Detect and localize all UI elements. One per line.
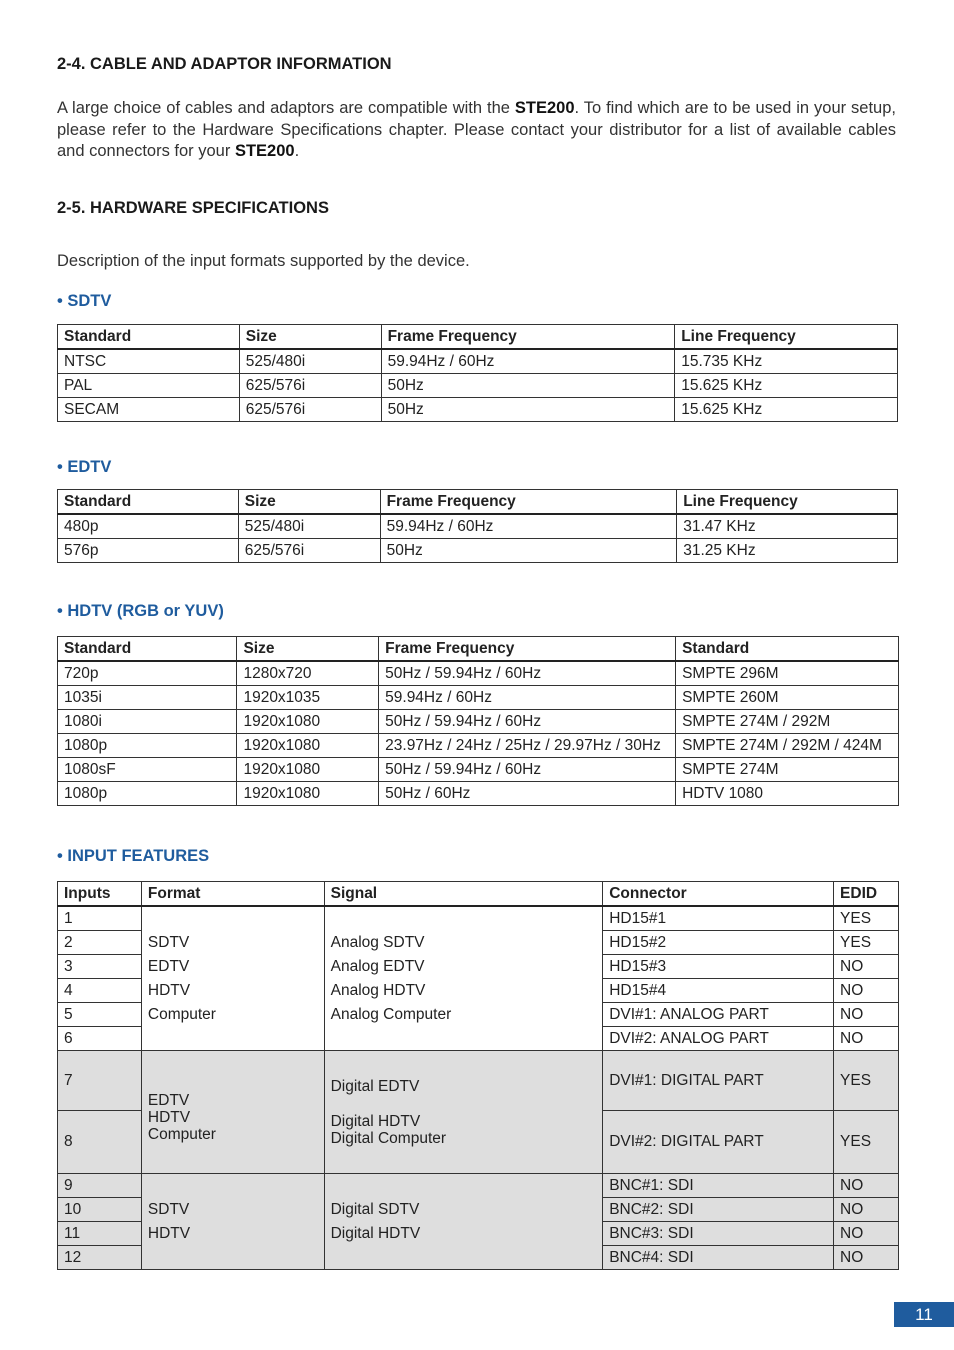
edid-cell: NO (834, 1027, 899, 1051)
format-cell (141, 1174, 324, 1270)
edid-cell: NO (834, 1198, 899, 1222)
hdtv-title: • HDTV (RGB or YUV) (57, 602, 224, 620)
table-cell: SMPTE 296M (676, 661, 899, 686)
column-header: Inputs (58, 882, 142, 907)
table-cell: 480p (58, 514, 239, 539)
table-cell: 50Hz / 59.94Hz / 60Hz (379, 710, 676, 734)
sdtv-title: • SDTV (57, 292, 112, 310)
cable-paragraph: A large choice of cables and adaptors are compatible with the STE200. To find which are to be used in your setup, please refer to the Hardware Specifications chapter. Please contact your distributor for a list of available cables and connectors for your STE200. (57, 99, 896, 160)
column-header: Frame Frequency (379, 637, 676, 662)
table-cell: SMPTE 260M (676, 686, 899, 710)
connector-cell: HD15#4 (603, 979, 834, 1003)
format-item: HDTV (147, 1224, 191, 1242)
table-row (58, 514, 898, 539)
signal-item: Analog SDTV (330, 933, 425, 951)
connector-cell: DVI#2: DIGITAL PART (603, 1111, 834, 1174)
table-cell: HDTV 1080 (676, 782, 899, 806)
connector-cell: BNC#3: SDI (603, 1222, 834, 1246)
table-cell: 1920x1080 (237, 782, 379, 806)
signal-cell (324, 1174, 603, 1270)
table-row (58, 782, 899, 806)
format-item: EDTV (147, 957, 190, 975)
input-number: 2 (58, 931, 142, 955)
table-row (58, 906, 899, 931)
table-row (58, 734, 899, 758)
edid-cell: YES (834, 906, 899, 931)
input-number: 10 (58, 1198, 142, 1222)
table-cell: 1080p (58, 782, 237, 806)
table-cell: 50Hz (380, 539, 677, 563)
connector-cell: DVI#2: ANALOG PART (603, 1027, 834, 1051)
table-cell: 23.97Hz / 24Hz / 25Hz / 29.97Hz / 30Hz (379, 734, 676, 758)
connector-cell: DVI#1: ANALOG PART (603, 1003, 834, 1027)
table-cell: 50Hz (381, 398, 675, 422)
table-cell: 50Hz / 59.94Hz / 60Hz (379, 661, 676, 686)
table-cell: 1280x720 (237, 661, 379, 686)
table-row (58, 539, 898, 563)
table-cell: 1080i (58, 710, 237, 734)
input-number: 3 (58, 955, 142, 979)
column-header: Size (237, 637, 379, 662)
section-2-5-heading: 2-5. HARDWARE SPECIFICATIONS (57, 199, 329, 217)
table-row (58, 398, 898, 422)
table-cell: 59.94Hz / 60Hz (379, 686, 676, 710)
format-item: Computer (147, 1005, 216, 1023)
table-cell: 720p (58, 661, 237, 686)
table-cell: PAL (58, 374, 240, 398)
table-header-row (58, 882, 899, 907)
format-cell (141, 1051, 324, 1174)
product-name: STE200 (514, 99, 575, 117)
connector-cell: DVI#1: DIGITAL PART (603, 1051, 834, 1111)
signal-cell (324, 906, 603, 1051)
section-2-4-heading: 2-4. CABLE AND ADAPTOR INFORMATION (57, 55, 392, 73)
table-row (58, 374, 898, 398)
column-header: Signal (324, 882, 603, 907)
input-number: 6 (58, 1027, 142, 1051)
format-item: HDTV (147, 981, 191, 999)
table-cell: 1920x1080 (237, 734, 379, 758)
signal-item: Analog Computer (330, 1005, 452, 1023)
connector-cell: BNC#2: SDI (603, 1198, 834, 1222)
column-header: Line Frequency (675, 325, 898, 350)
connector-cell: HD15#3 (603, 955, 834, 979)
format-cell (141, 906, 324, 1051)
edid-cell: NO (834, 1003, 899, 1027)
input-number: 7 (58, 1051, 142, 1111)
hardware-description: Description of the input formats supported by the device. (57, 252, 470, 270)
column-header: Standard (58, 637, 237, 662)
table-cell: 59.94Hz / 60Hz (380, 514, 677, 539)
column-header: Connector (603, 882, 834, 907)
edid-cell: NO (834, 1174, 899, 1198)
column-header: Standard (676, 637, 899, 662)
table-cell: NTSC (58, 349, 240, 374)
table-cell: 1920x1035 (237, 686, 379, 710)
hdtv-table (57, 636, 899, 806)
table-cell: 525/480i (239, 349, 381, 374)
connector-cell: HD15#2 (603, 931, 834, 955)
edtv-title: • EDTV (57, 458, 112, 476)
signal-item: Digital HDTV (330, 1224, 421, 1242)
table-header-row (58, 325, 898, 350)
signal-item: Digital HDTV (330, 1112, 421, 1130)
table-cell: SMPTE 274M (676, 758, 899, 782)
table-cell: SMPTE 274M / 292M (676, 710, 899, 734)
input-number: 1 (58, 906, 142, 931)
format-item: SDTV (147, 933, 190, 951)
edtv-table (57, 489, 898, 563)
edid-cell: NO (834, 1246, 899, 1270)
product-name: STE200 (234, 142, 295, 160)
column-header: Size (239, 325, 381, 350)
column-header: Standard (58, 325, 240, 350)
edid-cell: YES (834, 1111, 899, 1174)
format-item: Computer (147, 1125, 216, 1143)
column-header: EDID (834, 882, 899, 907)
format-item: SDTV (147, 1200, 190, 1218)
format-item: EDTV (147, 1091, 190, 1109)
table-cell: 1920x1080 (237, 710, 379, 734)
table-row (58, 1174, 899, 1198)
table-cell: 525/480i (238, 514, 380, 539)
column-header: Frame Frequency (381, 325, 675, 350)
table-cell: 1920x1080 (237, 758, 379, 782)
signal-item: Digital SDTV (330, 1200, 420, 1218)
connector-cell: BNC#4: SDI (603, 1246, 834, 1270)
input-features-table (57, 881, 899, 1270)
input-number: 11 (58, 1222, 142, 1246)
table-row (58, 710, 899, 734)
table-row (58, 349, 898, 374)
edid-cell: YES (834, 1051, 899, 1111)
table-cell: SMPTE 274M / 292M / 424M (676, 734, 899, 758)
signal-item: Digital EDTV (330, 1077, 420, 1095)
edid-cell: NO (834, 1222, 899, 1246)
table-cell: 15.625 KHz (675, 398, 898, 422)
column-header: Frame Frequency (380, 490, 677, 515)
table-cell: 31.47 KHz (677, 514, 898, 539)
table-cell: 625/576i (238, 539, 380, 563)
format-item: HDTV (147, 1108, 191, 1126)
table-row (58, 661, 899, 686)
table-cell: 15.625 KHz (675, 374, 898, 398)
signal-cell (324, 1051, 603, 1174)
table-cell: 1035i (58, 686, 237, 710)
column-header: Format (141, 882, 324, 907)
table-cell: 625/576i (239, 398, 381, 422)
connector-cell: BNC#1: SDI (603, 1174, 834, 1198)
table-header-row (58, 490, 898, 515)
table-cell: 1080p (58, 734, 237, 758)
input-number: 4 (58, 979, 142, 1003)
signal-item: Digital Computer (330, 1129, 447, 1147)
column-header: Size (238, 490, 380, 515)
page-number: 11 (894, 1302, 954, 1327)
input-number: 9 (58, 1174, 142, 1198)
table-cell: 1080sF (58, 758, 237, 782)
table-cell: 625/576i (239, 374, 381, 398)
column-header: Standard (58, 490, 239, 515)
table-cell: SECAM (58, 398, 240, 422)
table-cell: 59.94Hz / 60Hz (381, 349, 675, 374)
table-cell: 50Hz (381, 374, 675, 398)
edid-cell: NO (834, 979, 899, 1003)
table-cell: 15.735 KHz (675, 349, 898, 374)
table-row (58, 686, 899, 710)
table-cell: 50Hz / 60Hz (379, 782, 676, 806)
table-header-row (58, 637, 899, 662)
signal-item: Analog HDTV (330, 981, 426, 999)
input-features-title: • INPUT FEATURES (57, 847, 210, 865)
column-header: Line Frequency (677, 490, 898, 515)
table-cell: 576p (58, 539, 239, 563)
signal-item: Analog EDTV (330, 957, 425, 975)
edid-cell: NO (834, 955, 899, 979)
table-row (58, 758, 899, 782)
sdtv-table (57, 324, 898, 422)
connector-cell: HD15#1 (603, 906, 834, 931)
edid-cell: YES (834, 931, 899, 955)
input-number: 12 (58, 1246, 142, 1270)
table-cell: 31.25 KHz (677, 539, 898, 563)
table-cell: 50Hz / 59.94Hz / 60Hz (379, 758, 676, 782)
table-row (58, 1051, 899, 1111)
input-number: 5 (58, 1003, 142, 1027)
input-number: 8 (58, 1111, 142, 1174)
